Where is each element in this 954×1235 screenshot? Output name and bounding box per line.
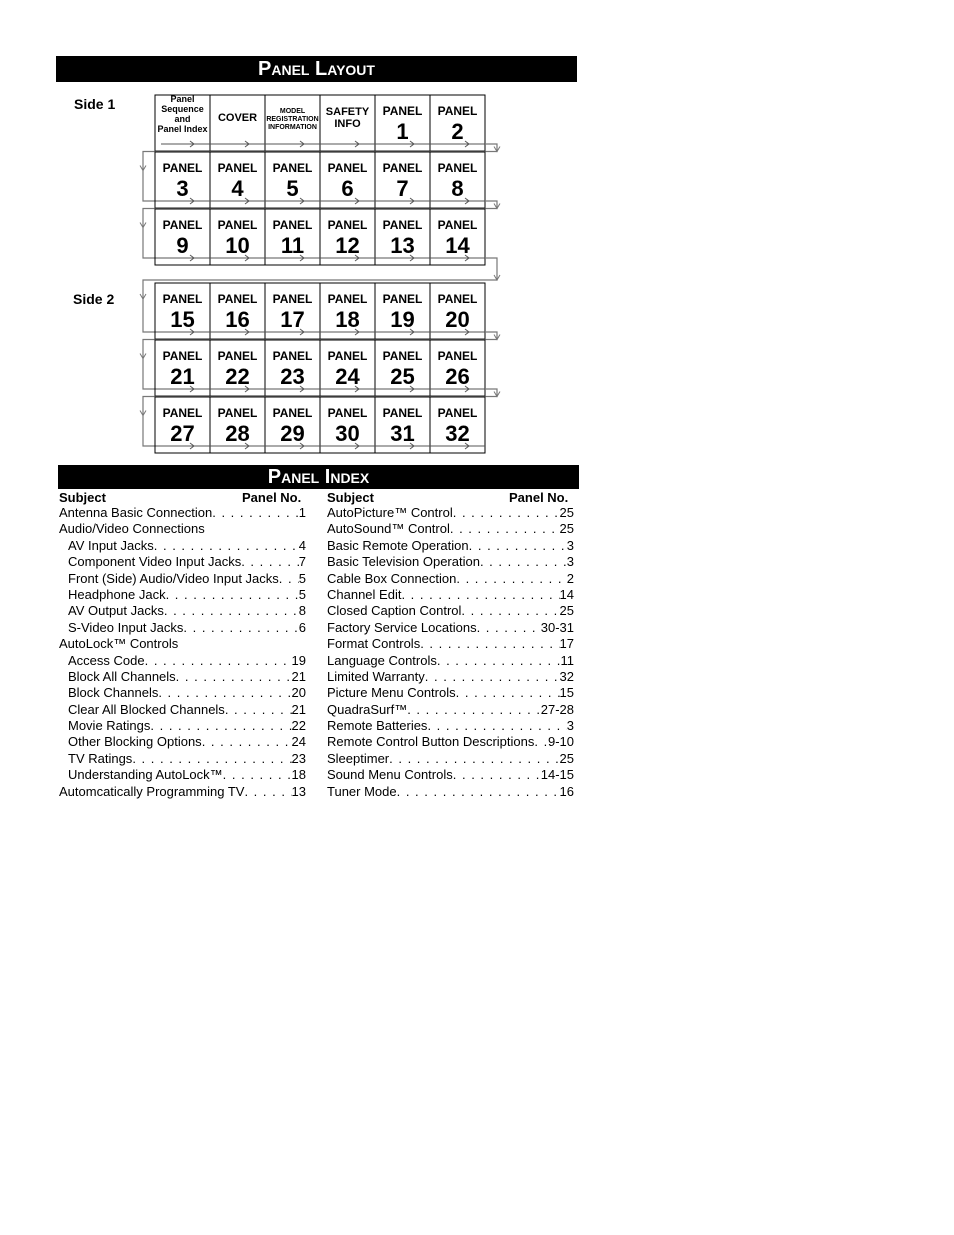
dot-leader [469,538,567,554]
panel-cell-label: INFO [334,118,361,130]
side-2-label: Side 2 [73,291,115,307]
index-entry [59,603,306,619]
dot-leader [176,669,292,685]
index-panel-number: 23 [291,750,306,766]
index-entry [59,702,306,718]
panel-word: PANEL [327,406,368,420]
panel-number: 28 [225,421,250,446]
index-subject: Cable Box Connection [327,570,457,586]
index-panel-number: 25 [559,750,574,766]
panel-word: PANEL [162,406,203,420]
index-entry [59,718,306,734]
index-subject: Basic Television Operation [327,554,480,570]
index-subject: Component Video Input Jacks [68,554,242,570]
index-panel-number: 3 [566,537,574,553]
index-panel-number: 4 [298,537,306,553]
panel-number: 3 [176,176,189,201]
dot-leader [202,734,292,750]
panel-word: PANEL [272,406,313,420]
panel-number: 30 [335,421,360,446]
panel-number: 4 [231,176,244,201]
panel-number: 27 [170,421,195,446]
panel-number: 8 [451,176,464,201]
index-subject: Picture Menu Controls [327,685,456,701]
index-panel-number: 27-28 [540,701,574,717]
panel-cell-label: Panel [170,94,195,104]
panel-cell-label: SAFETY [325,106,370,118]
panel-word: PANEL [382,349,423,363]
index-entry [327,718,574,734]
dot-leader [178,636,306,652]
panel-cell-label: REGISTRATION [266,116,319,123]
index-panel-number: 21 [291,668,306,684]
index-entry [59,751,306,767]
index-panel-number: 5 [298,570,306,586]
index-subject: Basic Remote Operation [327,537,469,553]
dot-leader [183,620,298,636]
index-panel-number: 30-31 [540,619,574,635]
index-subject: Block Channels [68,685,159,701]
left-panel-header: Panel No. [242,490,302,505]
panel-number: 7 [396,176,409,201]
index-entry [59,784,306,800]
index-subject: Movie Ratings [68,718,151,734]
panel-word: PANEL [217,292,258,306]
dot-leader [401,587,559,603]
panel-number: 6 [341,176,354,201]
index-entry [59,653,306,669]
index-subject: Automcatically Programming TV [59,783,245,799]
panel-word: PANEL [382,406,423,420]
index-panel-number: 25 [559,505,574,520]
index-entry [327,571,574,587]
index-entry [59,669,306,685]
dot-leader [244,784,291,800]
index-panel-number: 15 [559,685,574,701]
index-subject: Clear All Blocked Channels [68,701,225,717]
dot-leader [397,784,560,800]
index-subject: AV Input Jacks [68,537,154,553]
dot-leader [456,571,566,587]
index-subject: Limited Warranty [327,668,425,684]
index-panel-number: 2 [566,570,574,586]
index-entry [59,521,306,537]
index-entry [59,538,306,554]
panel-word: PANEL [437,104,478,118]
panel-word: PANEL [217,161,258,175]
panel-number: 5 [286,176,299,201]
dot-leader [132,751,291,767]
index-subject: Language Controls [327,652,437,668]
panel-number: 21 [170,364,195,389]
index-entry [327,751,574,767]
index-panel-number: 18 [291,767,306,783]
index-subject: Factory Service Locations [327,619,477,635]
index-panel-number: 25 [559,521,574,537]
panel-word: PANEL [437,349,478,363]
index-panel-number: 32 [559,668,574,684]
panel-word: PANEL [437,218,478,232]
panel-number: 17 [280,307,305,332]
left-subject-header: Subject [59,490,106,505]
panel-word: PANEL [217,349,258,363]
index-subject: Remote Batteries [327,718,428,734]
index-subject: Sleeptimer [327,750,390,766]
index-panel-number: 3 [566,718,574,734]
index-subject: Tuner Mode [327,783,397,799]
index-entry [59,767,306,783]
right-subject-header: Subject [327,490,374,505]
panel-word: PANEL [382,104,423,118]
index-panel-number: 14-15 [540,767,574,783]
index-panel-number: 22 [291,718,306,734]
dot-leader [450,521,560,537]
index-entry [59,734,306,750]
dot-leader [225,702,292,718]
index-subject: Front (Side) Audio/Video Input Jacks [68,570,279,586]
panel-word: PANEL [382,218,423,232]
index-entry [59,620,306,636]
panel-number: 16 [225,307,250,332]
index-entry [327,767,574,783]
panel-number: 23 [280,364,305,389]
index-entry [59,636,306,652]
dot-leader [461,603,559,619]
index-panel-number: 19 [291,652,306,668]
index-subject: Format Controls [327,636,421,652]
index-panel-number: 11 [560,652,574,668]
index-entry [327,587,574,603]
index-subject: Headphone Jack [68,586,166,602]
index-entry [327,653,574,669]
panel-word: PANEL [327,292,368,306]
panel-word: PANEL [437,292,478,306]
panel-cell-label: MODEL [279,108,306,115]
index-entry [327,685,574,701]
dot-leader [150,718,291,734]
dot-leader [425,669,560,685]
dot-leader [154,538,299,554]
index-subject: QuadraSurf™ [327,701,408,717]
index-entry [59,554,306,570]
panel-number: 24 [335,364,360,389]
index-panel-number: 17 [559,636,574,652]
index-entry [327,505,574,521]
index-subject: S-Video Input Jacks [68,619,184,635]
panel-word: PANEL [272,292,313,306]
panel-number: 31 [390,421,415,446]
panel-word: PANEL [217,406,258,420]
dot-leader [453,505,560,521]
panel-number: 22 [225,364,250,389]
panel-cell-label: INFORMATION [268,124,317,131]
index-right-column [327,505,574,800]
index-subject: Understanding AutoLock™ [68,767,223,783]
dot-leader [437,653,561,669]
panel-cell-label: Panel Index [157,124,208,134]
panel-word: PANEL [437,161,478,175]
panel-layout-diagram [0,0,954,470]
index-entry [327,620,574,636]
panel-word: PANEL [327,161,368,175]
index-entry [59,587,306,603]
panel-number: 10 [225,233,250,258]
index-subject: AutoLock™ Controls [59,636,179,652]
panel-number: 1 [396,119,409,144]
index-subject: Channel Edit [327,586,402,602]
index-subject: Audio/Video Connections [59,521,205,537]
panel-word: PANEL [217,218,258,232]
dot-leader [158,685,291,701]
index-entry [327,521,574,537]
index-entry [327,702,574,718]
index-panel-number: 1 [298,505,306,520]
panel-word: PANEL [437,406,478,420]
panel-number: 20 [445,307,470,332]
panel-word: PANEL [382,292,423,306]
panel-number: 29 [280,421,305,446]
panel-number: 19 [390,307,415,332]
dot-leader [212,505,299,521]
panel-number: 12 [335,233,360,258]
index-subject: Remote Control Button Descriptions [327,734,535,750]
index-subject: Block All Channels [68,668,176,684]
panel-word: PANEL [272,218,313,232]
dot-leader [164,603,299,619]
panel-word: PANEL [272,349,313,363]
index-panel-number: 3 [566,554,574,570]
index-panel-number: 14 [559,586,574,602]
index-left-column [59,505,306,800]
dot-leader [407,702,541,718]
panel-number: 32 [445,421,470,446]
dot-leader [166,587,299,603]
index-entry [327,784,574,800]
side-1-label: Side 1 [74,96,116,112]
index-panel-number: 24 [291,734,306,750]
panel-number: 25 [390,364,415,389]
index-entry [327,603,574,619]
index-entry [59,571,306,587]
panel-number: 9 [176,233,189,258]
index-panel-number: 20 [291,685,306,701]
index-subject: AutoPicture™ Control [327,505,453,520]
index-entry [59,505,306,521]
dot-leader [241,554,299,570]
index-subject: Antenna Basic Connection [59,505,213,520]
panel-number: 13 [390,233,415,258]
panel-number: 15 [170,307,195,332]
panel-number: 2 [451,119,464,144]
panel-word: PANEL [162,292,203,306]
index-entry [327,538,574,554]
dot-leader [480,554,567,570]
panel-number: 18 [335,307,360,332]
dot-leader [477,620,541,636]
index-entry [327,669,574,685]
right-panel-header: Panel No. [509,490,569,505]
index-panel-number: 7 [298,554,306,570]
dot-leader [205,521,306,537]
index-subject: Access Code [68,652,145,668]
index-entry [327,554,574,570]
panel-number: 14 [445,233,470,258]
dot-leader [389,751,559,767]
panel-word: PANEL [327,218,368,232]
index-entry [327,636,574,652]
panel-index-heading: Panel Index [58,465,579,489]
index-subject: AutoSound™ Control [327,521,450,537]
panel-cell-label: and [174,114,191,124]
index-subject: Other Blocking Options [68,734,202,750]
dot-leader [456,685,560,701]
index-panel-number: 5 [298,586,306,602]
index-panel-number: 25 [559,603,574,619]
panel-number: 11 [280,233,305,258]
index-panel-number: 8 [298,603,306,619]
index-panel-number: 16 [559,783,574,799]
panel-number: 26 [445,364,470,389]
dot-leader [427,718,566,734]
panel-cell-label: COVER [217,112,258,124]
dot-leader [145,653,292,669]
dot-leader [279,571,299,587]
index-subject: AV Output Jacks [68,603,164,619]
dot-leader [420,636,559,652]
panel-cell-label: Sequence [161,104,204,114]
index-entry [327,734,574,750]
panel-word: PANEL [382,161,423,175]
panel-word: PANEL [327,349,368,363]
index-subject: TV Ratings [68,750,133,766]
panel-word: PANEL [162,161,203,175]
panel-layout-heading: Panel Layout [56,56,577,82]
panel-word: PANEL [162,218,203,232]
index-panel-number: 21 [291,701,306,717]
index-subject: Sound Menu Controls [327,767,453,783]
index-panel-number: 13 [291,783,306,799]
index-entry [59,685,306,701]
index-panel-number: 9-10 [547,734,574,750]
panel-word: PANEL [272,161,313,175]
index-subject: Closed Caption Control [327,603,462,619]
dot-leader [223,767,292,783]
index-panel-number: 6 [298,619,306,635]
dot-leader [534,734,548,750]
dot-leader [453,767,541,783]
panel-word: PANEL [162,349,203,363]
